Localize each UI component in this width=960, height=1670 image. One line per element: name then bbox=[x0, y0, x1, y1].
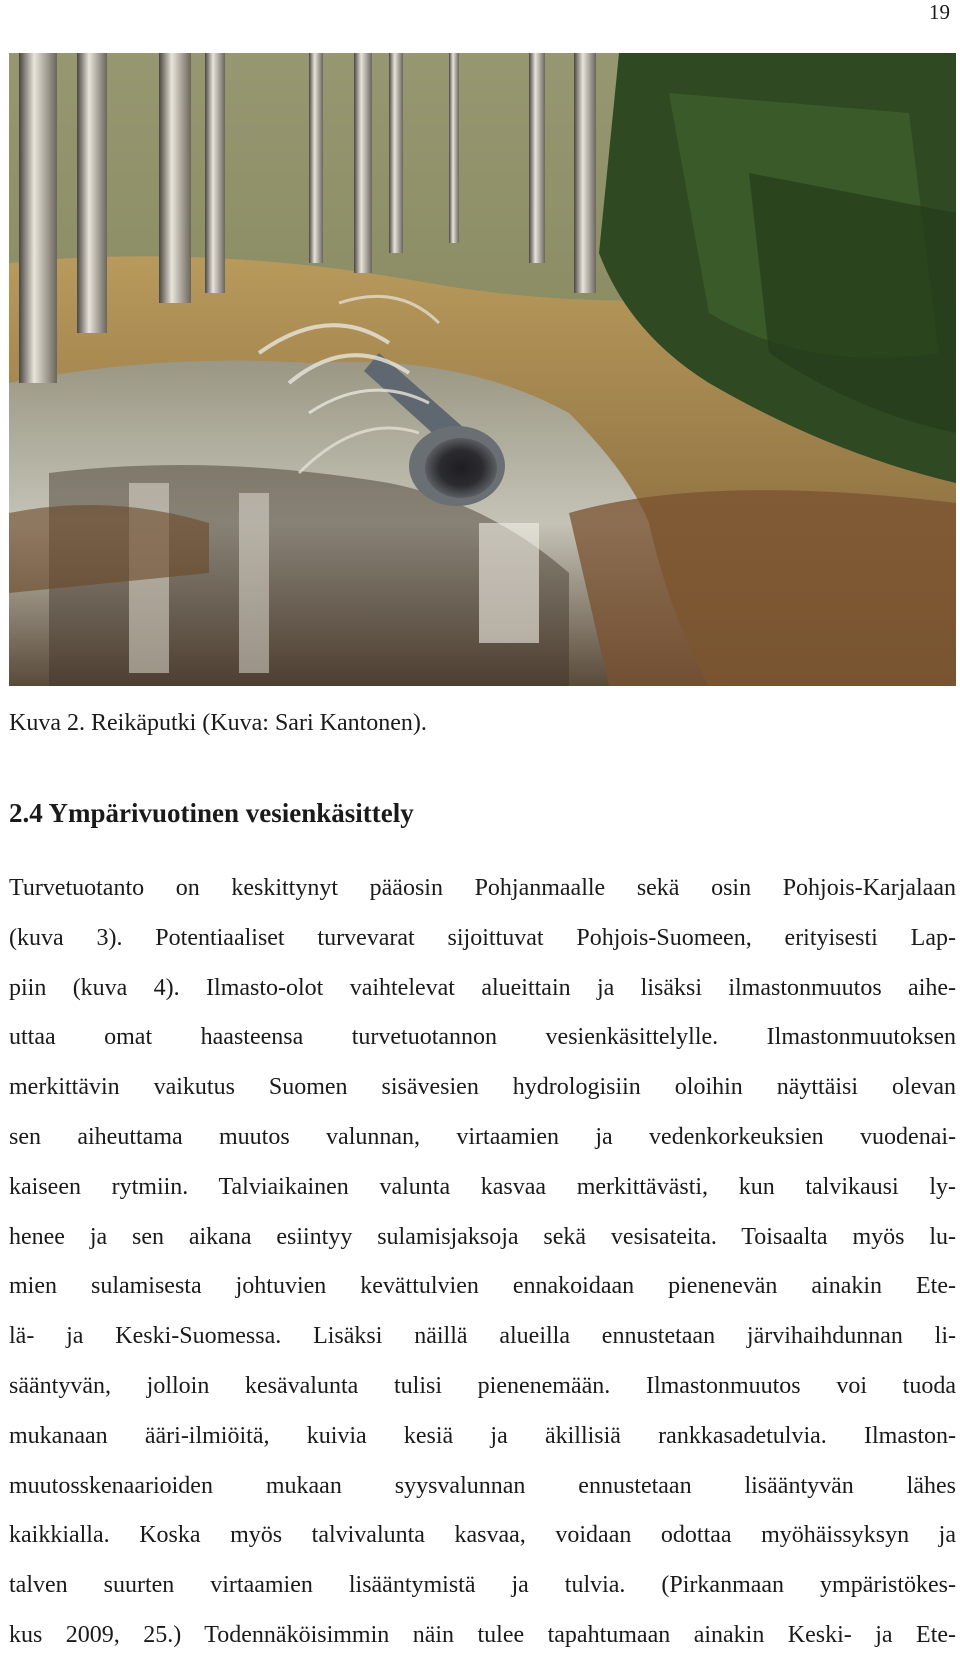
paragraph-line: henee ja sen aikana esiintyy sulamisjaksoja sekä vesisateita. Toisaalta myös lu- bbox=[9, 1223, 956, 1250]
paragraph-line: sen aiheuttama muutos valunnan, virtaamien ja vedenkorkeuksien vuodenai- bbox=[9, 1123, 956, 1150]
paragraph-line: sääntyvän, jolloin kesävalunta tulisi pienenemään. Ilmastonmuutos voi tuoda bbox=[9, 1372, 956, 1399]
paragraph-line: mukanaan ääri-ilmiöitä, kuivia kesiä ja äkillisiä rankkasadetulvia. Ilmaston- bbox=[9, 1422, 956, 1449]
section-heading: 2.4 Ympärivuotinen vesienkäsittely bbox=[9, 798, 414, 828]
paragraph-line: muutosskenaarioiden mukaan syysvalunnan ennustetaan lisääntyvän lähes bbox=[9, 1472, 956, 1499]
figure-photo-perforated-pipe bbox=[9, 53, 956, 686]
paragraph-line: uttaa omat haasteensa turvetuotannon vesienkäsittelylle. Ilmastonmuutoksen bbox=[9, 1024, 956, 1051]
paragraph-line: lä- ja Keski-Suomessa. Lisäksi näillä alueilla ennustetaan järvihaihdunnan li- bbox=[9, 1323, 956, 1350]
paragraph-line: piin (kuva 4). Ilmasto-olot vaihtelevat alueittain ja lisäksi ilmastonmuutos aihe- bbox=[9, 974, 956, 1001]
paragraph-line: (kuva 3). Potentiaaliset turvevarat sijoittuvat Pohjois-Suomeen, erityisesti Lap- bbox=[9, 924, 956, 951]
paragraph-line: mien sulamisesta johtuvien kevättulvien ennakoidaan pienenevän ainakin Ete- bbox=[9, 1273, 956, 1300]
paragraph-line: kaiseen rytmiin. Talviaikainen valunta kasvaa merkittävästi, kun talvikausi ly- bbox=[9, 1173, 956, 1200]
paragraph-line: talven suurten virtaamien lisääntymistä ja tulvia. (Pirkanmaan ympäristökes- bbox=[9, 1572, 956, 1599]
page-number: 19 bbox=[929, 0, 950, 24]
paragraph-line: kaikkialla. Koska myös talvivalunta kasvaa, voidaan odottaa myöhäissyksyn ja bbox=[9, 1522, 956, 1549]
paragraph-line: kus 2009, 25.) Todennäköisimmin näin tulee tapahtumaan ainakin Keski- ja Ete- bbox=[9, 1621, 956, 1648]
paragraph-line: merkittävin vaikutus Suomen sisävesien hydrologisiin oloihin näyttäisi olevan bbox=[9, 1074, 956, 1101]
paragraph-line: Turvetuotanto on keskittynyt pääosin Pohjanmaalle sekä osin Pohjois-Karjalaan bbox=[9, 875, 956, 901]
figure-caption: Kuva 2. Reikäputki (Kuva: Sari Kantonen). bbox=[9, 710, 427, 736]
body-paragraph bbox=[9, 873, 956, 1670]
